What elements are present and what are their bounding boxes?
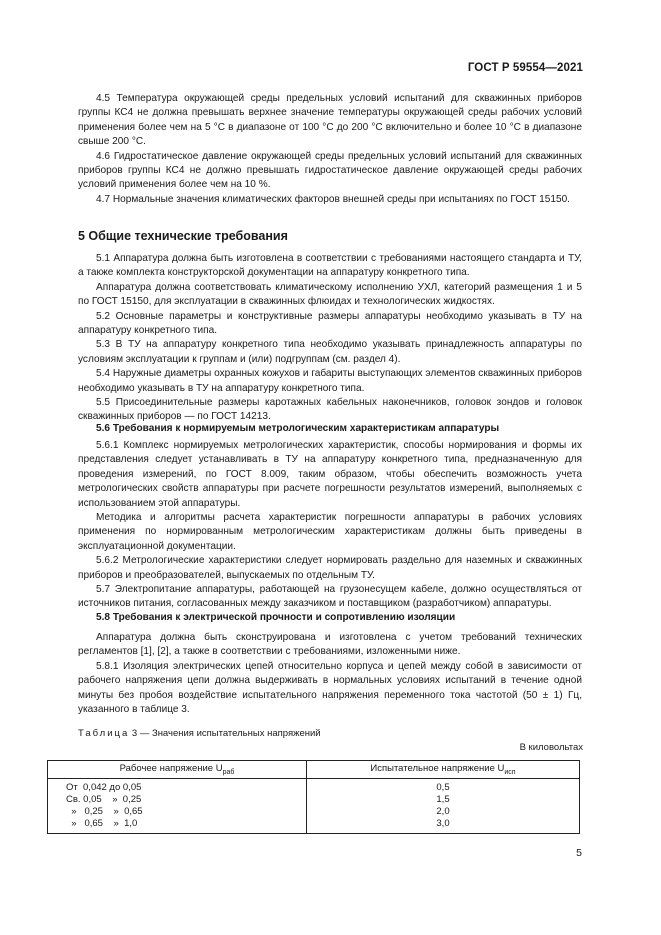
document-code: ГОСТ Р 59554—2021	[467, 62, 583, 74]
paragraph-4-5: 4.5 Температура окружающей среды предельных условий испытаний для скважинных приборов группы КС4 не должна превышать верхнее значение температуры окружающей среды рабочих условий применения более чем на 5 °С в диапазоне от 100 °С до 200 °С включительно и более 10 °С в диапазоне свыше 200 °С.	[78, 93, 582, 148]
paragraph-5-5: 5.5 Присоединительные размеры каротажных кабельных наконечников, головок зондов и головок скважинных приборов — по ГОСТ 14213.	[78, 397, 582, 423]
table-row	[48, 779, 580, 795]
cell-working-voltage: » 0,65 » 1,0	[48, 818, 307, 834]
column-header-test-voltage: Испытательное напряжение $U_{исп}$	[307, 761, 580, 779]
section-5-6-heading: 5.6 Требования к нормируемым метрологическим характеристикам аппаратуры	[96, 423, 500, 434]
subscript-work: раб	[222, 768, 235, 776]
paragraph-4-7: 4.7 Нормальные значения климатических факторов внешней среды при испытаниях по ГОСТ 15150.	[96, 193, 570, 205]
cell-test-voltage: 3,0	[307, 818, 580, 834]
section-5-heading: 5 Общие технические требования	[78, 229, 288, 243]
paragraph-4-6: 4.6 Гидростатическое давление окружающей среды предельных условий испытаний для скважинных приборов группы КС4 не должно превышать гидростатическое давление окружающей среды рабочих условий применения более чем на 10 %.	[78, 150, 582, 191]
paragraph-5-1-climate: Аппаратура должна соответствовать климатическому исполнению УХЛ, категорий размещения 1 и 5 по ГОСТ 15150, для эксплуатации в скважинных флюидах и технологических жидкостях.	[78, 281, 582, 308]
table-row	[48, 806, 580, 818]
section-5-block	[78, 252, 582, 425]
paragraph-5-8-intro: Аппаратура должна быть сконструирована и изготовлена с учетом требований технических регламентов [1], [2], а также в соответствии с требованиями, изложенными ниже.	[78, 632, 582, 658]
page-number: 5	[576, 847, 582, 859]
cell-test-voltage: 2,0	[307, 806, 580, 818]
table-units: В киловольтах	[519, 742, 583, 753]
cell-working-voltage: » 0,25 » 0,65	[48, 806, 307, 818]
paragraph-5-4: 5.4 Наружные диаметры охранных кожухов и габариты выступающих элементов скважинных приборов необходимо указывать в ТУ на аппаратуру конкретного типа.	[78, 368, 582, 394]
cell-working-voltage: Св. 0,05 » 0,25	[48, 794, 307, 806]
column-header-working-voltage: Рабочее напряжение $U_{раб}$	[48, 761, 307, 779]
paragraph-5-6-method: Методика и алгоритмы расчета характеристик погрешности аппаратуры в рабочих условиях применения по нормированным метрологическим характеристикам должны быть приведены в эксплуатационной документации.	[78, 512, 582, 552]
table-3-caption	[78, 728, 321, 739]
cell-test-voltage: 0,5	[307, 779, 580, 795]
subscript-test: исп	[504, 768, 516, 776]
paragraph-5-7: 5.7 Электропитание аппаратуры, работающей на грузонесущем кабеле, должно осуществляться от источников питания, согласованных между заказчиком и поставщиком (разработчиком) аппаратуры.	[78, 584, 582, 610]
paragraph-5-3: 5.3 В ТУ на аппаратуру конкретного типа необходимо указывать принадлежность аппаратуры по условиям эксплуатации к группам и (или) подгруппам (см. раздел 4).	[78, 339, 582, 365]
paragraph-5-6-2: 5.6.2 Метрологические характеристики следует нормировать раздельно для наземных и скважинных приборов и преобразователей, выпускаемых по отдельным ТУ.	[78, 555, 582, 581]
cell-working-voltage: От 0,042 до 0,05	[48, 779, 307, 795]
table-caption-word: Таблица	[78, 728, 130, 739]
voltage-table	[47, 760, 580, 834]
cell-test-voltage: 1,5	[307, 794, 580, 806]
table-caption-text: 3 — Значения испытательных напряжений	[131, 728, 321, 739]
paragraph-5-6-1: 5.6.1 Комплекс нормируемых метрологических характеристик, способы нормирования и формы их представления следует устанавливать в ТУ на аппаратуру конкретного типа, предназначенную для проведения измерений, по ГОСТ 8.009, таким образом, чтобы обеспечить возможность учета метрологических свойств аппаратуры при расчете погрешности результатов измерений, выполняемых с использованием этой аппаратуры.	[78, 440, 582, 509]
paragraph-5-1: 5.1 Аппаратура должна быть изготовлена в соответствии с требованиями настоящего стандарта и ТУ, а также комплекта конструкторской документации на аппаратуру конкретного типа.	[78, 253, 582, 279]
section-5-6-block	[78, 439, 582, 612]
section-5-8-heading: 5.8 Требования к электрической прочности и сопротивлению изоляции	[96, 612, 456, 623]
paragraph-5-2: 5.2 Основные параметры и конструктивные размеры аппаратуры необходимо указывать в ТУ на аппаратуру конкретного типа.	[78, 310, 582, 337]
table-header-row	[48, 761, 580, 779]
paragraph-5-8-1: 5.8.1 Изоляция электрических цепей относительно корпуса и цепей между собой в зависимости от рабочего напряжения цепи должна выдерживать в нормальных условиях испытаний в течение одной минуты без пробоя воздействие испытательного напряжения переменного тока частотой (50 ± 1) Гц, указанного в таблице 3.	[78, 660, 582, 716]
section-5-8-block	[78, 631, 582, 717]
table-row	[48, 818, 580, 834]
clause-4-block	[78, 92, 582, 207]
table-row	[48, 794, 580, 806]
